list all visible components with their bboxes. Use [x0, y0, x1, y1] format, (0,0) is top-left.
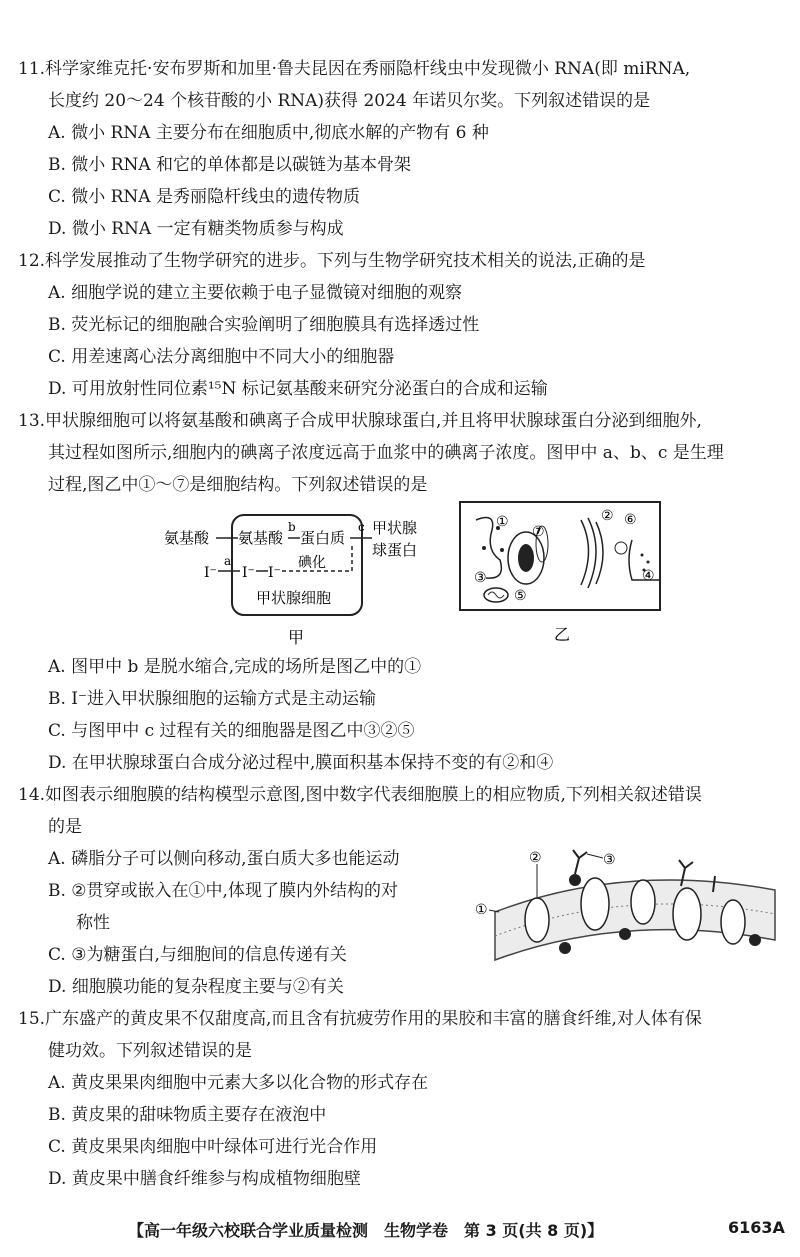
jia-label-b: b — [288, 520, 296, 534]
q13-option-c: C. 与图甲中 c 过程有关的细胞器是图乙中③②⑤ — [48, 721, 415, 741]
q14-option-d: D. 细胞膜功能的复杂程度主要与②有关 — [48, 977, 344, 997]
jia-iodide-inside-2: I⁻ — [268, 565, 281, 581]
q11-stem-line-1: 11.科学家维克托·安布罗斯和加里·鲁夫昆因在秀丽隐杆线虫中发现微小 RNA(即 miRNA, — [18, 59, 691, 79]
q14-stem-line-2: 的是 — [48, 817, 82, 837]
yi-num-7: ⑦ — [532, 524, 545, 540]
jia-caption: 甲 — [288, 628, 305, 647]
q15-stem-line-1: 15.广东盛产的黄皮果不仅甜度高,而且含有抗疲劳作用的果胶和丰富的膳食纤维,对人体有保 — [18, 1009, 702, 1029]
q11-stem-line-2: 长度约 20～24 个核苷酸的小 RNA)获得 2024 年诺贝尔奖。下列叙述错误的是 — [48, 91, 651, 111]
q14-option-b: B. ②贯穿或嵌入在①中,体现了膜内外结构的对 — [48, 881, 398, 901]
jia-thyroglobulin-1: 甲状腺 — [372, 519, 418, 537]
jia-iodination: 碘化 — [298, 555, 326, 571]
q12-stem-line-1: 12.科学发展推动了生物学研究的进步。下列与生物学研究技术相关的说法,正确的是 — [18, 251, 646, 271]
membrane-num-2: ② — [529, 850, 542, 866]
jia-cell-label: 甲状腺细胞 — [256, 589, 332, 607]
q15-stem-line-2: 健功效。下列叙述错误的是 — [48, 1041, 252, 1061]
q14-option-c: C. ③为糖蛋白,与细胞间的信息传递有关 — [48, 945, 347, 965]
q14-option-b-cont: 称性 — [76, 913, 110, 933]
yi-num-6: ⑥ — [624, 512, 637, 528]
q15-option-d: D. 黄皮果中膳食纤维参与构成植物细胞壁 — [48, 1169, 361, 1189]
yi-num-5: ⑤ — [514, 588, 527, 604]
jia-iodide-outside: I⁻ — [204, 565, 217, 581]
q14-option-a: A. 磷脂分子可以侧向移动,蛋白质大多也能运动 — [48, 849, 400, 869]
q13-stem-line-3: 过程,图乙中①～⑦是细胞结构。下列叙述错误的是 — [48, 475, 428, 495]
q13-option-a: A. 图甲中 b 是脱水缩合,完成的场所是图乙中的① — [48, 657, 422, 677]
q11-option-a: A. 微小 RNA 主要分布在细胞质中,彻底水解的产物有 6 种 — [48, 123, 489, 143]
jia-label-c: c — [358, 520, 365, 534]
yi-num-3: ③ — [474, 570, 487, 586]
q15-option-b: B. 黄皮果的甜味物质主要存在液泡中 — [48, 1105, 327, 1125]
q12-option-b: B. 荧光标记的细胞融合实验阐明了细胞膜具有选择透过性 — [48, 315, 480, 335]
membrane-num-1: ① — [475, 902, 488, 918]
yi-caption: 乙 — [554, 625, 571, 644]
membrane-num-3: ③ — [603, 852, 616, 868]
q13-option-b: B. I⁻进入甲状腺细胞的运输方式是主动运输 — [48, 689, 376, 709]
q14-stem-line-1: 14.如图表示细胞膜的结构模型示意图,图中数字代表细胞膜上的相应物质,下列相关叙述错误 — [18, 785, 702, 805]
jia-iodide-inside-1: I⁻ — [242, 565, 255, 581]
figure-membrane — [475, 842, 785, 977]
q12-option-d: D. 可用放射性同位素¹⁵N 标记氨基酸来研究分泌蛋白的合成和运输 — [48, 379, 548, 399]
jia-amino-acid-outside: 氨基酸 — [164, 529, 210, 547]
q12-option-c: C. 用差速离心法分离细胞中不同大小的细胞器 — [48, 347, 395, 367]
figure-yi — [456, 500, 666, 650]
jia-amino-acid-inside: 氨基酸 — [238, 529, 284, 547]
yi-num-2: ② — [601, 508, 614, 524]
q15-option-a: A. 黄皮果果肉细胞中元素大多以化合物的形式存在 — [48, 1073, 429, 1093]
jia-label-a: a — [224, 554, 232, 568]
footer-code: 6163A — [728, 1218, 785, 1237]
jia-thyroglobulin-2: 球蛋白 — [372, 541, 418, 559]
q13-option-d: D. 在甲状腺球蛋白合成分泌过程中,膜面积基本保持不变的有②和④ — [48, 753, 554, 773]
q13-stem-line-2: 其过程如图所示,细胞内的碘离子浓度远高于血浆中的碘离子浓度。图甲中 a、b、c 是生理 — [48, 443, 724, 463]
yi-num-4: ④ — [642, 568, 655, 584]
figure-jia — [160, 505, 450, 650]
q12-option-a: A. 细胞学说的建立主要依赖于电子显微镜对细胞的观察 — [48, 283, 463, 303]
yi-num-1: ① — [496, 514, 509, 530]
q11-option-b: B. 微小 RNA 和它的单体都是以碳链为基本骨架 — [48, 155, 412, 175]
q11-option-d: D. 微小 RNA 一定有糖类物质参与构成 — [48, 219, 344, 239]
q13-stem-line-1: 13.甲状腺细胞可以将氨基酸和碘离子合成甲状腺球蛋白,并且将甲状腺球蛋白分泌到细胞外, — [18, 411, 702, 431]
jia-protein: 蛋白质 — [300, 529, 346, 547]
footer-text: 【高一年级六校联合学业质量检测 生物学卷 第 3 页(共 8 页)】 — [128, 1221, 604, 1240]
q11-option-c: C. 微小 RNA 是秀丽隐杆线虫的遗传物质 — [48, 187, 360, 207]
q15-option-c: C. 黄皮果果肉细胞中叶绿体可进行光合作用 — [48, 1137, 378, 1157]
